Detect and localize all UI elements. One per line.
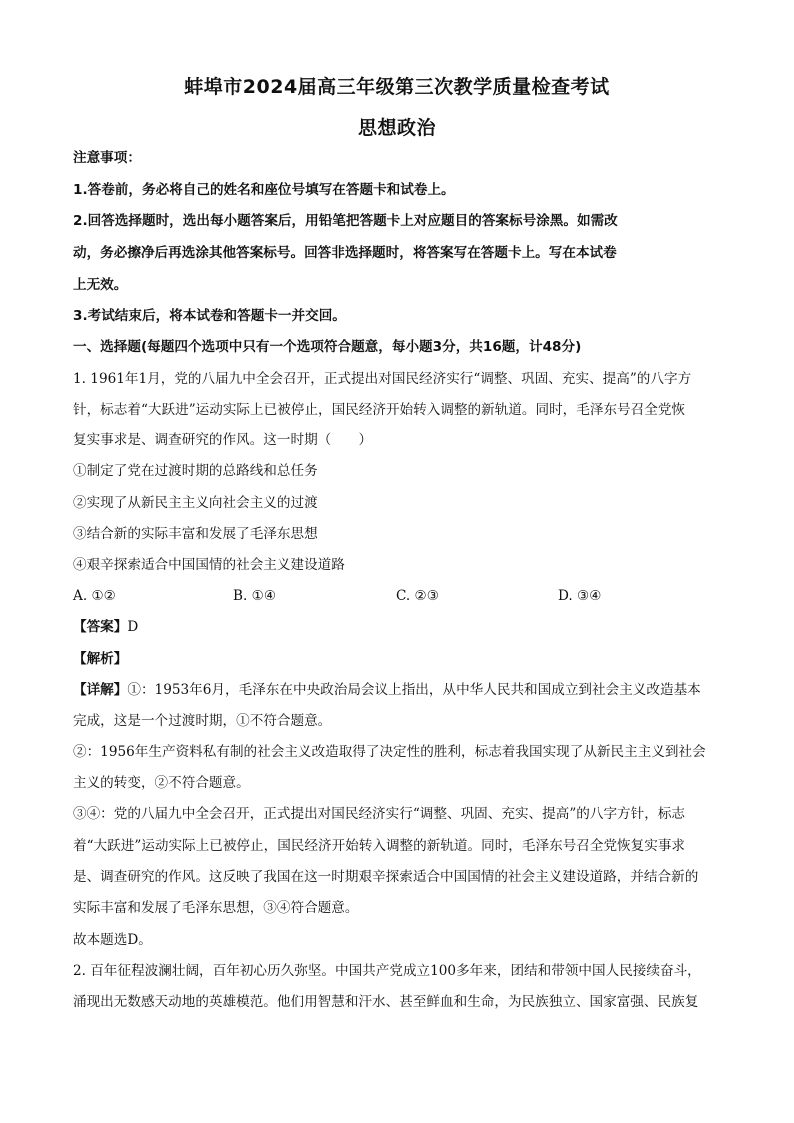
option-a: A. ①②	[73, 588, 116, 604]
exam-title: 蚌埠市2024届高三年级第三次教学质量检查考试	[184, 76, 610, 98]
detail-line-1	[73, 680, 723, 700]
detail-line-6: 着“大跃进”运动实际上已被停止，国民经济开始转入调整的新轨道。同时，毛泽东号召全党恢复实事求	[73, 838, 686, 854]
option-c: C. ②③	[396, 588, 439, 604]
notice-item-2-line-1: 2.回答选择题时，选出每小题答案后，用铅笔把答题卡上对应题目的答案标号涂黑。如需改	[73, 213, 618, 229]
detail-tag: 【详解】	[73, 682, 128, 698]
statement-4: ④艰辛探索适合中国国情的社会主义建设道路	[73, 557, 345, 573]
question-1-stem-line-1: 1. 1961年1月，党的八届九中全会召开，正式提出对国民经济实行“调整、巩固、充实、提高”的八字方	[73, 371, 692, 387]
option-d: D. ③④	[558, 588, 602, 604]
notice-heading: 注意事项：	[73, 150, 141, 166]
notice-item-1: 1.答卷前，务必将自己的姓名和座位号填写在答题卡和试卷上。	[73, 182, 455, 198]
option-b: B. ①④	[233, 588, 277, 604]
answer-line	[73, 617, 723, 637]
detail-text-1: ①：1953年6月，毛泽东在中央政治局会议上指出，从中华人民共和国成立到社会主义改造基本	[127, 682, 701, 698]
detail-line-2: 完成，这是一个过渡时期，①不符合题意。	[73, 713, 332, 729]
detail-line-3: ②：1956年生产资料私有制的社会主义改造取得了决定性的胜利，标志着我国实现了从新民主主义到社会	[73, 744, 706, 760]
subject-title: 思想政治	[357, 117, 436, 139]
conclusion-line: 故本题选D。	[73, 932, 152, 948]
detail-line-7: 是、调查研究的作风。这反映了我国在这一时期艰辛探索适合中国国情的社会主义建设道路，并结合新的	[73, 869, 699, 885]
section-heading: 一、选择题(每题四个选项中只有一个选项符合题意，每小题3分，共16题，计48分)	[73, 339, 582, 355]
notice-item-2-line-3: 上无效。	[73, 277, 128, 293]
analysis-tag: 【解析】	[73, 651, 128, 667]
statement-1: ①制定了党在过渡时期的总路线和总任务	[73, 463, 318, 479]
question-1-stem-line-3: 复实事求是、调查研究的作风。这一时期（ ）	[73, 432, 373, 448]
detail-line-5: ③④：党的八届九中全会召开，正式提出对国民经济实行“调整、巩固、充实、提高”的八字方针，标志	[73, 806, 686, 822]
statement-2: ②实现了从新民主主义向社会主义的过渡	[73, 495, 318, 511]
question-2-stem-line-2: 涌现出无数感天动地的英雄模范。他们用智慧和汗水、甚至鲜血和生命，为民族独立、国家富强、民族复	[73, 994, 699, 1010]
question-2-stem-line-1: 2. 百年征程波澜壮阔，百年初心历久弥坚。中国共产党成立100多年来，团结和带领中国人民接续奋斗，	[73, 963, 701, 979]
notice-item-3: 3.考试结束后，将本试卷和答题卡一并交回。	[73, 308, 346, 324]
notice-item-2-line-2: 动，务必擦净后再选涂其他答案标号。回答非选择题时，将答案写在答题卡上。写在本试卷	[73, 245, 617, 261]
detail-line-4: 主义的转变，②不符合题意。	[73, 775, 250, 791]
statement-3: ③结合新的实际丰富和发展了毛泽东思想	[73, 526, 318, 542]
detail-line-8: 实际丰富和发展了毛泽东思想，③④符合题意。	[73, 900, 359, 916]
analysis-line	[73, 649, 723, 669]
answer-value: D	[127, 619, 139, 635]
question-1-stem-line-2: 针，标志着“大跃进”运动实际上已被停止，国民经济开始转入调整的新轨道。同时，毛泽东号召全党恢	[73, 402, 686, 418]
answer-tag: 【答案】	[73, 619, 128, 635]
